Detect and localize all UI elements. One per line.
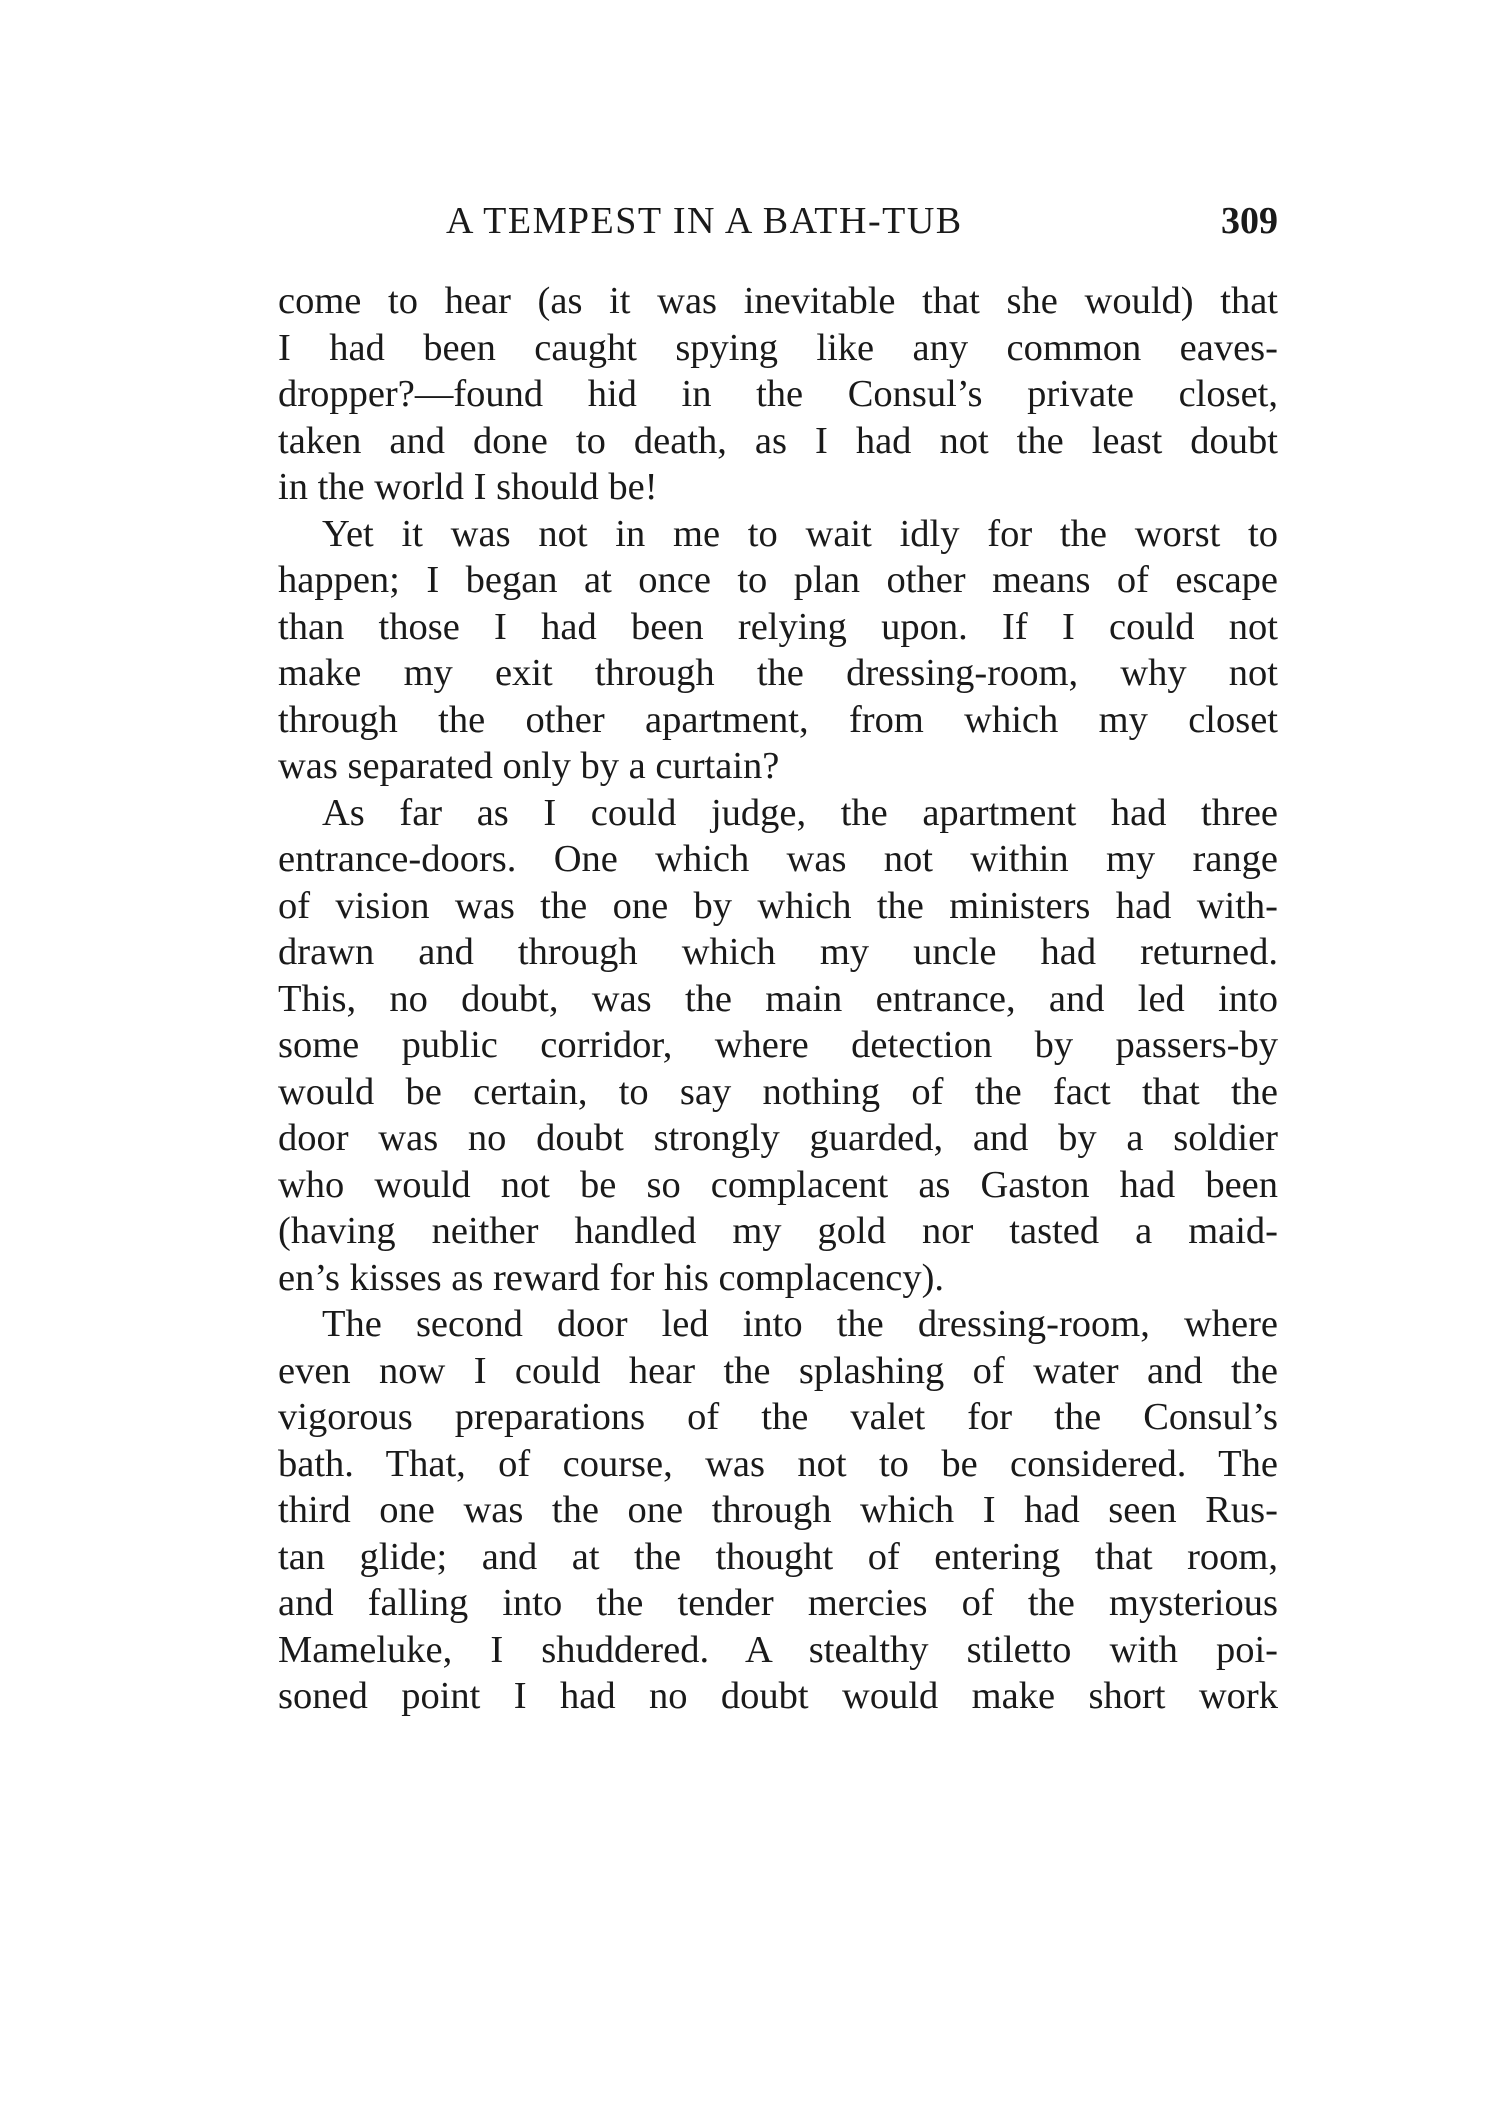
- text-line: Mameluke, I shuddered. A stealthy stiletto with poi-: [278, 1628, 1278, 1671]
- text-line: (having neither handled my gold nor tasted a maid-: [278, 1210, 1278, 1252]
- body-text: [278, 276, 1278, 1776]
- text-line: through the other apartment, from which my closet: [278, 698, 1278, 741]
- text-line: As far as I could judge, the apartment had three: [322, 791, 1278, 834]
- text-line: This, no doubt, was the main entrance, and led into: [278, 977, 1278, 1020]
- text-line: drawn and through which my uncle had returned.: [278, 931, 1278, 973]
- text-line: dropper?—found hid in the Consul’s private closet,: [278, 373, 1278, 415]
- text-line: door was no doubt strongly guarded, and by a soldier: [278, 1117, 1278, 1159]
- text-line: entrance-doors. One which was not within my range: [278, 838, 1278, 880]
- text-line: Yet it was not in me to wait idly for the worst to: [322, 512, 1278, 555]
- text-line: some public corridor, where detection by passers-by: [278, 1024, 1278, 1066]
- page-number: 309: [1221, 200, 1278, 242]
- text-line: in the world I should be!: [278, 466, 658, 508]
- text-line: I had been caught spying like any common eaves-: [278, 326, 1278, 369]
- text-line: would be certain, to say nothing of the fact that the: [278, 1070, 1278, 1113]
- text-line: en’s kisses as reward for his complacency).: [278, 1256, 945, 1299]
- text-line: and falling into the tender mercies of the mysterious: [278, 1582, 1278, 1624]
- text-line: even now I could hear the splashing of water and the: [278, 1349, 1278, 1392]
- text-line: come to hear (as it was inevitable that she would) that: [278, 280, 1278, 322]
- text-line: tan glide; and at the thought of entering that room,: [278, 1535, 1278, 1578]
- page-header: [278, 196, 1278, 256]
- text-line: soned point I had no doubt would make short work: [278, 1675, 1278, 1717]
- text-line: bath. That, of course, was not to be considered. The: [278, 1442, 1278, 1485]
- text-line: third one was the one through which I had seen Rus-: [278, 1489, 1278, 1531]
- text-line: was separated only by a curtain?: [278, 745, 780, 787]
- text-line: happen; I began at once to plan other means of escape: [278, 559, 1278, 601]
- text-line: vigorous preparations of the valet for the Consul’s: [278, 1396, 1278, 1438]
- running-title: A TEMPEST IN A BATH-TUB: [446, 200, 963, 242]
- text-line: who would not be so complacent as Gaston had been: [278, 1163, 1278, 1206]
- text-line: of vision was the one by which the ministers had with-: [278, 884, 1278, 927]
- text-line: than those I had been relying upon. If I could not: [278, 605, 1278, 648]
- text-line: make my exit through the dressing-room, why not: [278, 652, 1278, 694]
- text-line: The second door led into the dressing-room, where: [322, 1303, 1278, 1345]
- text-line: taken and done to death, as I had not the least doubt: [278, 419, 1278, 462]
